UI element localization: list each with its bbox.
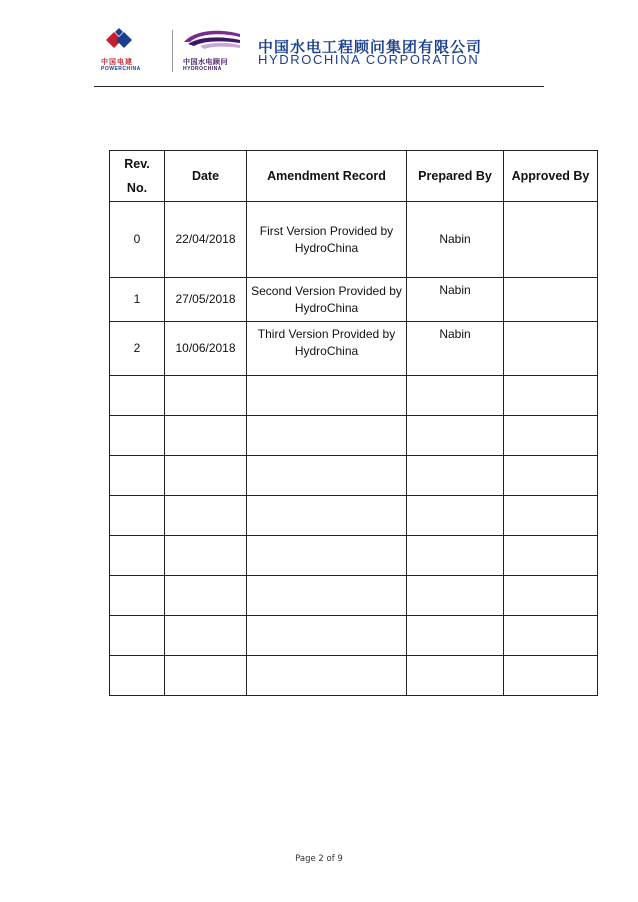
cell-record [247, 576, 407, 616]
cell-rev [110, 376, 165, 416]
cell-approved [504, 416, 598, 456]
header-rev-line2: No. [126, 181, 148, 195]
cell-record [247, 376, 407, 416]
page-header [0, 0, 638, 90]
header-rev-line1: Rev. [124, 157, 150, 171]
cell-rev [110, 536, 165, 576]
powerchina-cn-label: 中国电建 [101, 59, 133, 66]
header-amendment-record: Amendment Record [247, 151, 407, 202]
cell-approved [504, 278, 598, 322]
cell-record [247, 496, 407, 536]
powerchina-en-label: POWERCHINA [101, 66, 141, 72]
cell-date: 27/05/2018 [165, 278, 247, 322]
cell-approved [504, 536, 598, 576]
cell-rev [110, 616, 165, 656]
cell-prepared: Nabin [407, 278, 504, 322]
cell-prepared: Nabin [407, 202, 504, 278]
empty-table-row [110, 616, 598, 656]
revision-table [109, 150, 598, 696]
cell-prepared [407, 656, 504, 696]
empty-table-row [110, 576, 598, 616]
table-row [110, 202, 598, 278]
cell-record [247, 416, 407, 456]
cell-approved [504, 496, 598, 536]
cell-prepared [407, 416, 504, 456]
page-number: Page 2 of 9 [295, 854, 343, 864]
cell-approved [504, 656, 598, 696]
empty-table-row [110, 536, 598, 576]
cell-rev: 1 [110, 278, 165, 322]
cell-prepared [407, 576, 504, 616]
cell-record [247, 616, 407, 656]
cell-approved [504, 616, 598, 656]
cell-approved [504, 322, 598, 376]
cell-date [165, 376, 247, 416]
header-rev-no [110, 151, 165, 202]
cell-rev: 0 [110, 202, 165, 278]
empty-table-row [110, 456, 598, 496]
empty-table-row [110, 656, 598, 696]
cell-date [165, 416, 247, 456]
cell-date: 22/04/2018 [165, 202, 247, 278]
cell-prepared [407, 496, 504, 536]
empty-table-row [110, 496, 598, 536]
cell-prepared [407, 456, 504, 496]
corporation-name-en: HYDROCHINA CORPORATION [258, 52, 480, 67]
cell-approved [504, 376, 598, 416]
header-prepared-by: Prepared By [407, 151, 504, 202]
cell-record [247, 456, 407, 496]
cell-rev [110, 456, 165, 496]
header-approved-by: Approved By [504, 151, 598, 202]
table-row [110, 278, 598, 322]
cell-approved [504, 456, 598, 496]
header-rule [94, 86, 544, 87]
cell-prepared [407, 536, 504, 576]
cell-prepared [407, 616, 504, 656]
cell-approved [504, 576, 598, 616]
cell-record [247, 656, 407, 696]
hydrochina-cn-label: 中国水电顾问 [183, 59, 228, 66]
cell-date [165, 536, 247, 576]
cell-rev [110, 576, 165, 616]
cell-record: Third Version Provided by HydroChina [247, 322, 407, 376]
hydrochina-logo [180, 28, 244, 58]
header-date: Date [165, 151, 247, 202]
logo-divider [172, 30, 173, 72]
cell-record: First Version Provided by HydroChina [247, 202, 407, 278]
cell-date [165, 496, 247, 536]
empty-table-row [110, 376, 598, 416]
cell-date [165, 576, 247, 616]
cell-approved [504, 202, 598, 278]
table-row [110, 322, 598, 376]
cell-record: Second Version Provided by HydroChina [247, 278, 407, 322]
cell-date: 10/06/2018 [165, 322, 247, 376]
cell-prepared: Nabin [407, 322, 504, 376]
cell-rev [110, 496, 165, 536]
hydrochina-en-label: HYDROCHINA [183, 66, 222, 72]
cell-rev [110, 416, 165, 456]
cell-date [165, 456, 247, 496]
cell-date [165, 656, 247, 696]
corporation-name-cn: 中国水电工程顾问集团有限公司 [258, 39, 483, 56]
table-header-row [110, 151, 598, 202]
cell-record [247, 536, 407, 576]
empty-table-row [110, 416, 598, 456]
cell-date [165, 616, 247, 656]
cell-rev [110, 656, 165, 696]
cell-prepared [407, 376, 504, 416]
cell-rev: 2 [110, 322, 165, 376]
